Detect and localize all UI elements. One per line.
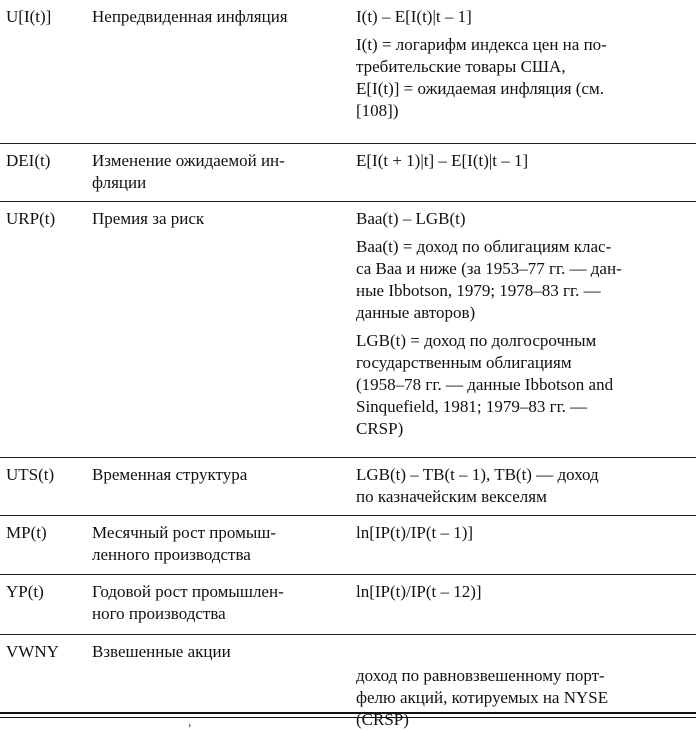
definition-line: E[I(t)] = ожидаемая инфляция (см.	[356, 79, 604, 98]
name-line: ленного производства	[92, 545, 251, 564]
name-cell	[92, 641, 342, 663]
definition-cell	[356, 581, 692, 603]
name-cell	[92, 522, 342, 566]
name-line: ного производства	[92, 604, 226, 623]
symbol-cell: DEI(t)	[6, 151, 51, 170]
definition-line: I(t) = логарифм индекса цен на по-	[356, 35, 607, 54]
definition-paragraph	[356, 208, 692, 230]
definition-line: данные авторов)	[356, 303, 476, 322]
definition-cell	[356, 150, 692, 172]
name-cell	[92, 208, 342, 230]
name-line: Годовой рост промышлен-	[92, 582, 284, 601]
name-line: Временная структура	[92, 465, 248, 484]
definition-paragraph	[356, 150, 692, 172]
name-cell	[92, 464, 342, 486]
definition-line: ln[IP(t)/IP(t – 1)]	[356, 523, 474, 542]
definition-paragraph	[356, 236, 692, 324]
definition-line: I(t) – E[I(t)|t – 1]	[356, 7, 472, 26]
definition-cell	[356, 464, 692, 508]
definition-line: CRSP)	[356, 419, 404, 438]
symbol-cell: UTS(t)	[6, 465, 55, 484]
definition-line: са Baa и ниже (за 1953–77 гг. — дан-	[356, 259, 622, 278]
table-row-annual-production	[0, 574, 696, 623]
name-cell	[92, 6, 342, 28]
definition-line: Baa(t) = доход по облигациям клас-	[356, 237, 612, 256]
name-line: Месячный рост промыш-	[92, 523, 276, 542]
definition-paragraph	[356, 6, 692, 28]
definition-line: требительские товары США,	[356, 57, 566, 76]
definition-line: Sinquefield, 1981; 1979–83 гг. —	[356, 397, 588, 416]
definition-line: фелю акций, котируемых на NYSE	[356, 688, 609, 707]
definition-line: (1958–78 гг. — данные Ibbotson and	[356, 375, 614, 394]
table-row-expected-inflation-change	[0, 143, 696, 192]
definition-line: Baa(t) – LGB(t)	[356, 209, 466, 228]
definition-cell	[356, 208, 692, 440]
definition-line: по казначейским векселям	[356, 487, 547, 506]
name-line: Изменение ожидаемой ин-	[92, 151, 285, 170]
definition-line: LGB(t) = доход по долгосрочным	[356, 331, 597, 350]
definition-paragraph	[356, 34, 692, 122]
symbol-cell: U[I(t)]	[6, 7, 52, 26]
definition-cell	[356, 522, 692, 544]
table-row-risk-premium	[0, 201, 696, 438]
definition-line: E[I(t + 1)|t] – E[I(t)|t – 1]	[356, 151, 529, 170]
definition-paragraph	[356, 665, 692, 731]
table-row-weighted-stocks	[0, 634, 696, 729]
definition-line: [108])	[356, 101, 399, 120]
name-cell	[92, 581, 342, 625]
definition-cell	[356, 665, 692, 731]
name-cell	[92, 150, 342, 194]
table-bottom-rule-thin	[0, 717, 696, 718]
symbol-cell: MP(t)	[6, 523, 47, 542]
name-line: фляции	[92, 173, 147, 192]
table-row-monthly-production	[0, 515, 696, 564]
symbol-cell: YP(t)	[6, 582, 44, 601]
definition-line: (CRSP)	[356, 710, 409, 729]
definition-cell	[356, 6, 692, 122]
definition-line: LGB(t) – TB(t – 1), TB(t) — доход	[356, 465, 599, 484]
table-bottom-rule	[0, 712, 696, 714]
definition-line: ln[IP(t)/IP(t – 12)]	[356, 582, 482, 601]
definition-paragraph	[356, 581, 692, 603]
definition-line: государственным облигациям	[356, 353, 572, 372]
definition-paragraph	[356, 330, 692, 440]
definition-paragraph	[356, 522, 692, 544]
name-line: Взвешенные акции	[92, 642, 231, 661]
page-mark: ›	[188, 720, 192, 731]
name-line: Непредвиденная инфляция	[92, 7, 288, 26]
symbol-cell: VWNY	[6, 642, 59, 661]
definition-paragraph	[356, 464, 692, 508]
symbol-cell: URP(t)	[6, 209, 56, 228]
table-row-term-structure	[0, 457, 696, 506]
name-line: Премия за риск	[92, 209, 205, 228]
definition-line: доход по равновзвешенному порт-	[356, 666, 605, 685]
definition-line: ные Ibbotson, 1979; 1978–83 гг. —	[356, 281, 601, 300]
